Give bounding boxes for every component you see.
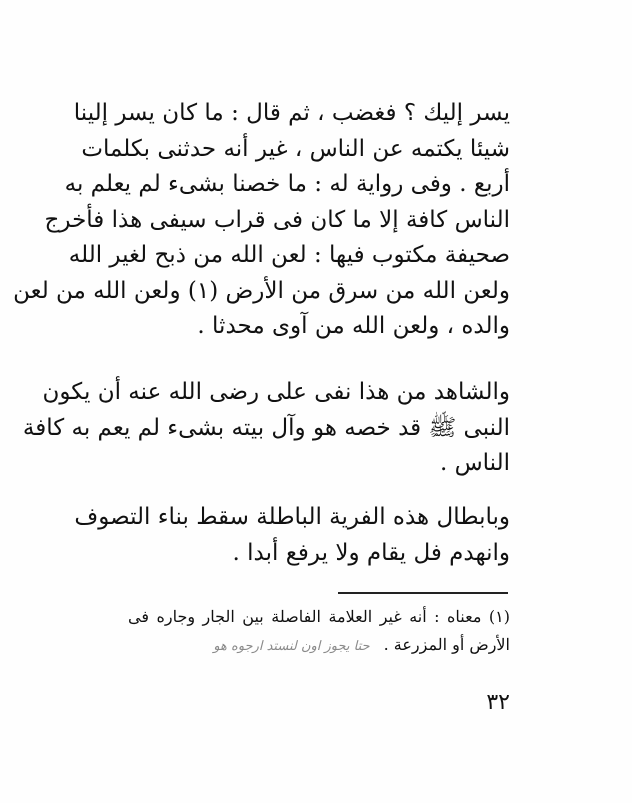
paragraph-line: الناس . <box>439 450 510 476</box>
paragraph-line: الناس كافة إلا ما كان فى قراب سيفى هذا فأخرج <box>44 206 510 233</box>
paragraph-line: ولعن الله من سرق من الأرض (١) ولعن الله من لعن <box>13 277 510 304</box>
paragraph-line: وبابطال هذه الفرية الباطلة سقط بناء التصوف <box>74 504 510 530</box>
paragraph-line: وانهدم فل يقام ولا يرفع أبدا . <box>232 539 510 566</box>
paragraph-line: يسر إليك ؟ فغضب ، ثم قال : ما كان يسر إلينا <box>73 100 510 126</box>
paragraph-1 <box>13 96 510 345</box>
footnote-line-2-text: الأرض أو المزرعة . <box>383 635 510 654</box>
page-number: ٣٢ <box>486 690 510 715</box>
handwritten-annotation: حتا يجوز اون لنستد ارجوه هو <box>213 639 370 654</box>
footnote-line-1: (١) معناه : أنه غير العلامة الفاصلة بين الجار وجاره فى <box>128 607 510 626</box>
paragraph-line: أربع . وفى رواية له : ما خصنا بشىء لم يعلم به <box>64 171 510 197</box>
paragraph-3 <box>74 500 510 571</box>
paragraph-line: صحيفة مكتوب فيها : لعن الله من ذبح لغير الله <box>68 242 510 268</box>
paragraph-2 <box>22 375 510 482</box>
paragraph-line: النبى ﷺ قد خصه هو وآل بيته بشىء لم يعم به كافة <box>22 414 510 441</box>
paragraph-line: والده ، ولعن الله من آوى محدثا . <box>197 313 510 339</box>
footnote <box>128 603 510 659</box>
footnote-divider <box>338 592 508 594</box>
paragraph-line: شيئا يكتمه عن الناس ، غير أنه حدثنى بكلمات <box>81 135 510 162</box>
footnote-line-2 <box>128 631 510 659</box>
paragraph-line: والشاهد من هذا نفى على رضى الله عنه أن يكون <box>42 379 510 405</box>
